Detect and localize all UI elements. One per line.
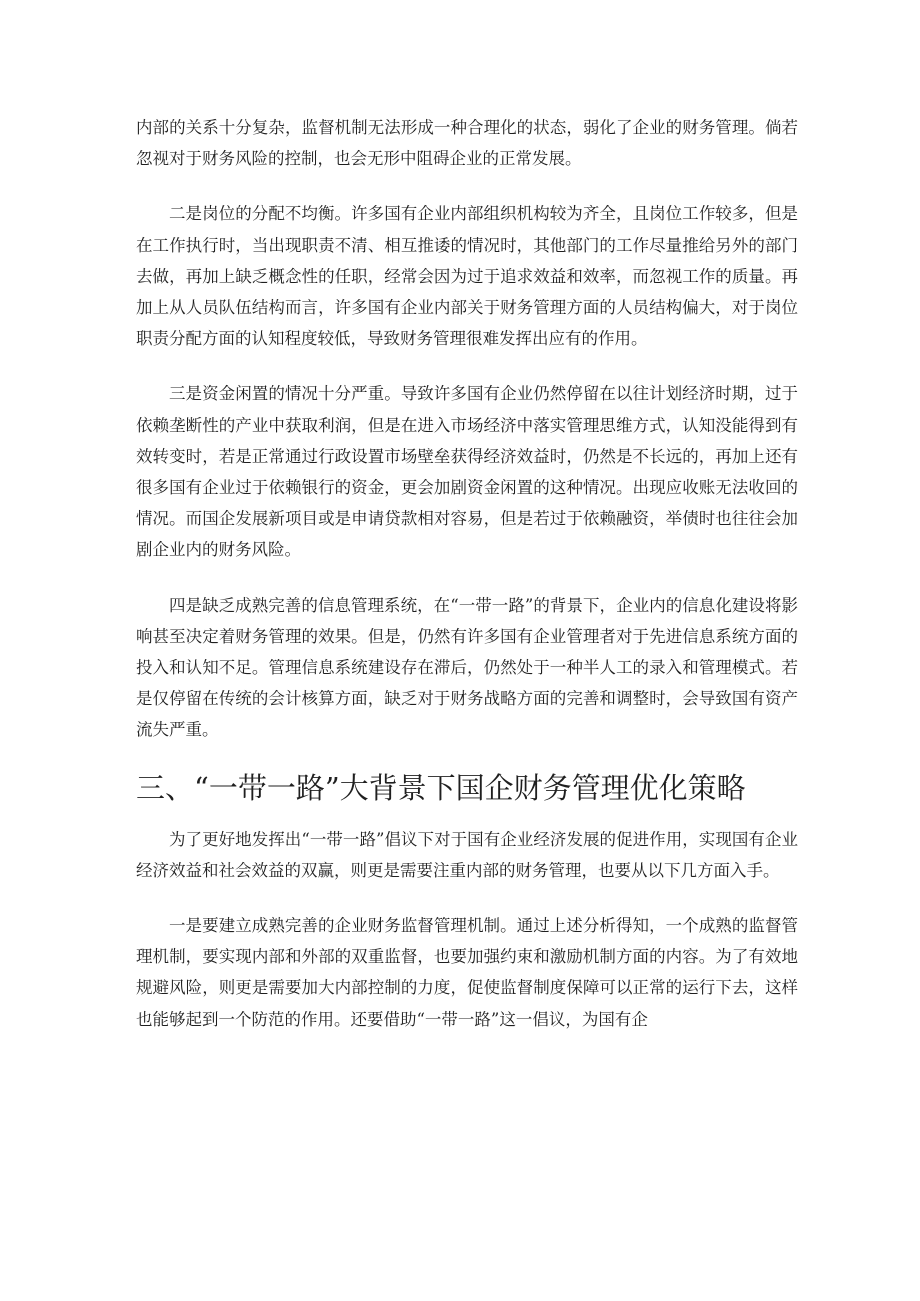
document-body [136,112,798,1059]
paragraph-supervision-mechanism: 一是要建立成熟完善的企业财务监督管理机制。通过上述分析得知，一个成熟的监督管理机制，要实现内部和外部的双重监督，也要加强约束和激励机制方面的内容。为了有效地规避风险，则更是需要加大内部控制的力度，促使监督制度保障可以正常的运行下去，这样也能够起到一个防范的作用。还要借助“一带一路”这一倡议，为国有企 [136,916,798,1029]
paragraph-idle-funds: 三是资金闲置的情况十分严重。导致许多国有企业仍然停留在以往计划经济时期，过于依赖垄断性的产业中获取利润，但是在进入市场经济中落实管理思维方式，认知没能得到有效转变时，若是正常通过行政设置市场壁垒获得经济效益时，仍然是不长远的，再加上还有很多国有企业过于依赖银行的资金，更会加剧资金闲置的这种情况。出现应收账无法收回的情况。而国企发展新项目或是申请贷款相对容易，但是若过于依赖融资，举债时也往往会加剧企业内的财务风险。 [136,384,798,560]
paragraph-continuation: 内部的关系十分复杂，监督机制无法形成一种合理化的状态，弱化了企业的财务管理。倘若忽视对于财务风险的控制，也会无形中阻碍企业的正常发展。 [136,118,798,169]
section-heading: 三、“一带一路”大背景下国企财务管理优化策略 [136,770,746,805]
paragraph-post-allocation: 二是岗位的分配不均衡。许多国有企业内部组织机构较为齐全，且岗位工作较多，但是在工作执行时，当出现职责不清、相互推诿的情况时，其他部门的工作尽量推给另外的部门去做，再加上缺乏概念性的任职，经常会因为过于追求效益和效率，而忽视工作的质量。再加上从人员队伍结构而言，许多国有企业内部关于财务管理方面的人员结构偏大，对于岗位职责分配方面的认知程度较低，导致财务管理很难发挥出应有的作用。 [136,204,798,349]
paragraph-information-system: 四是缺乏成熟完善的信息管理系统，在“一带一路”的背景下，企业内的信息化建设将影响甚至决定着财务管理的效果。但是，仍然有许多国有企业管理者对于先进信息系统方面的投入和认知不足。管理信息系统建设存在滞后，仍然处于一种半人工的录入和管理模式。若是仅停留在传统的会计核算方面，缺乏对于财务战略方面的完善和调整时，会导致国有资产流失严重。 [136,595,798,740]
paragraph-intro: 为了更好地发挥出“一带一路”倡议下对于国有企业经济发展的促进作用，实现国有企业经济效益和社会效益的双赢，则更是需要注重内部的财务管理，也要从以下几方面入手。 [136,829,798,880]
